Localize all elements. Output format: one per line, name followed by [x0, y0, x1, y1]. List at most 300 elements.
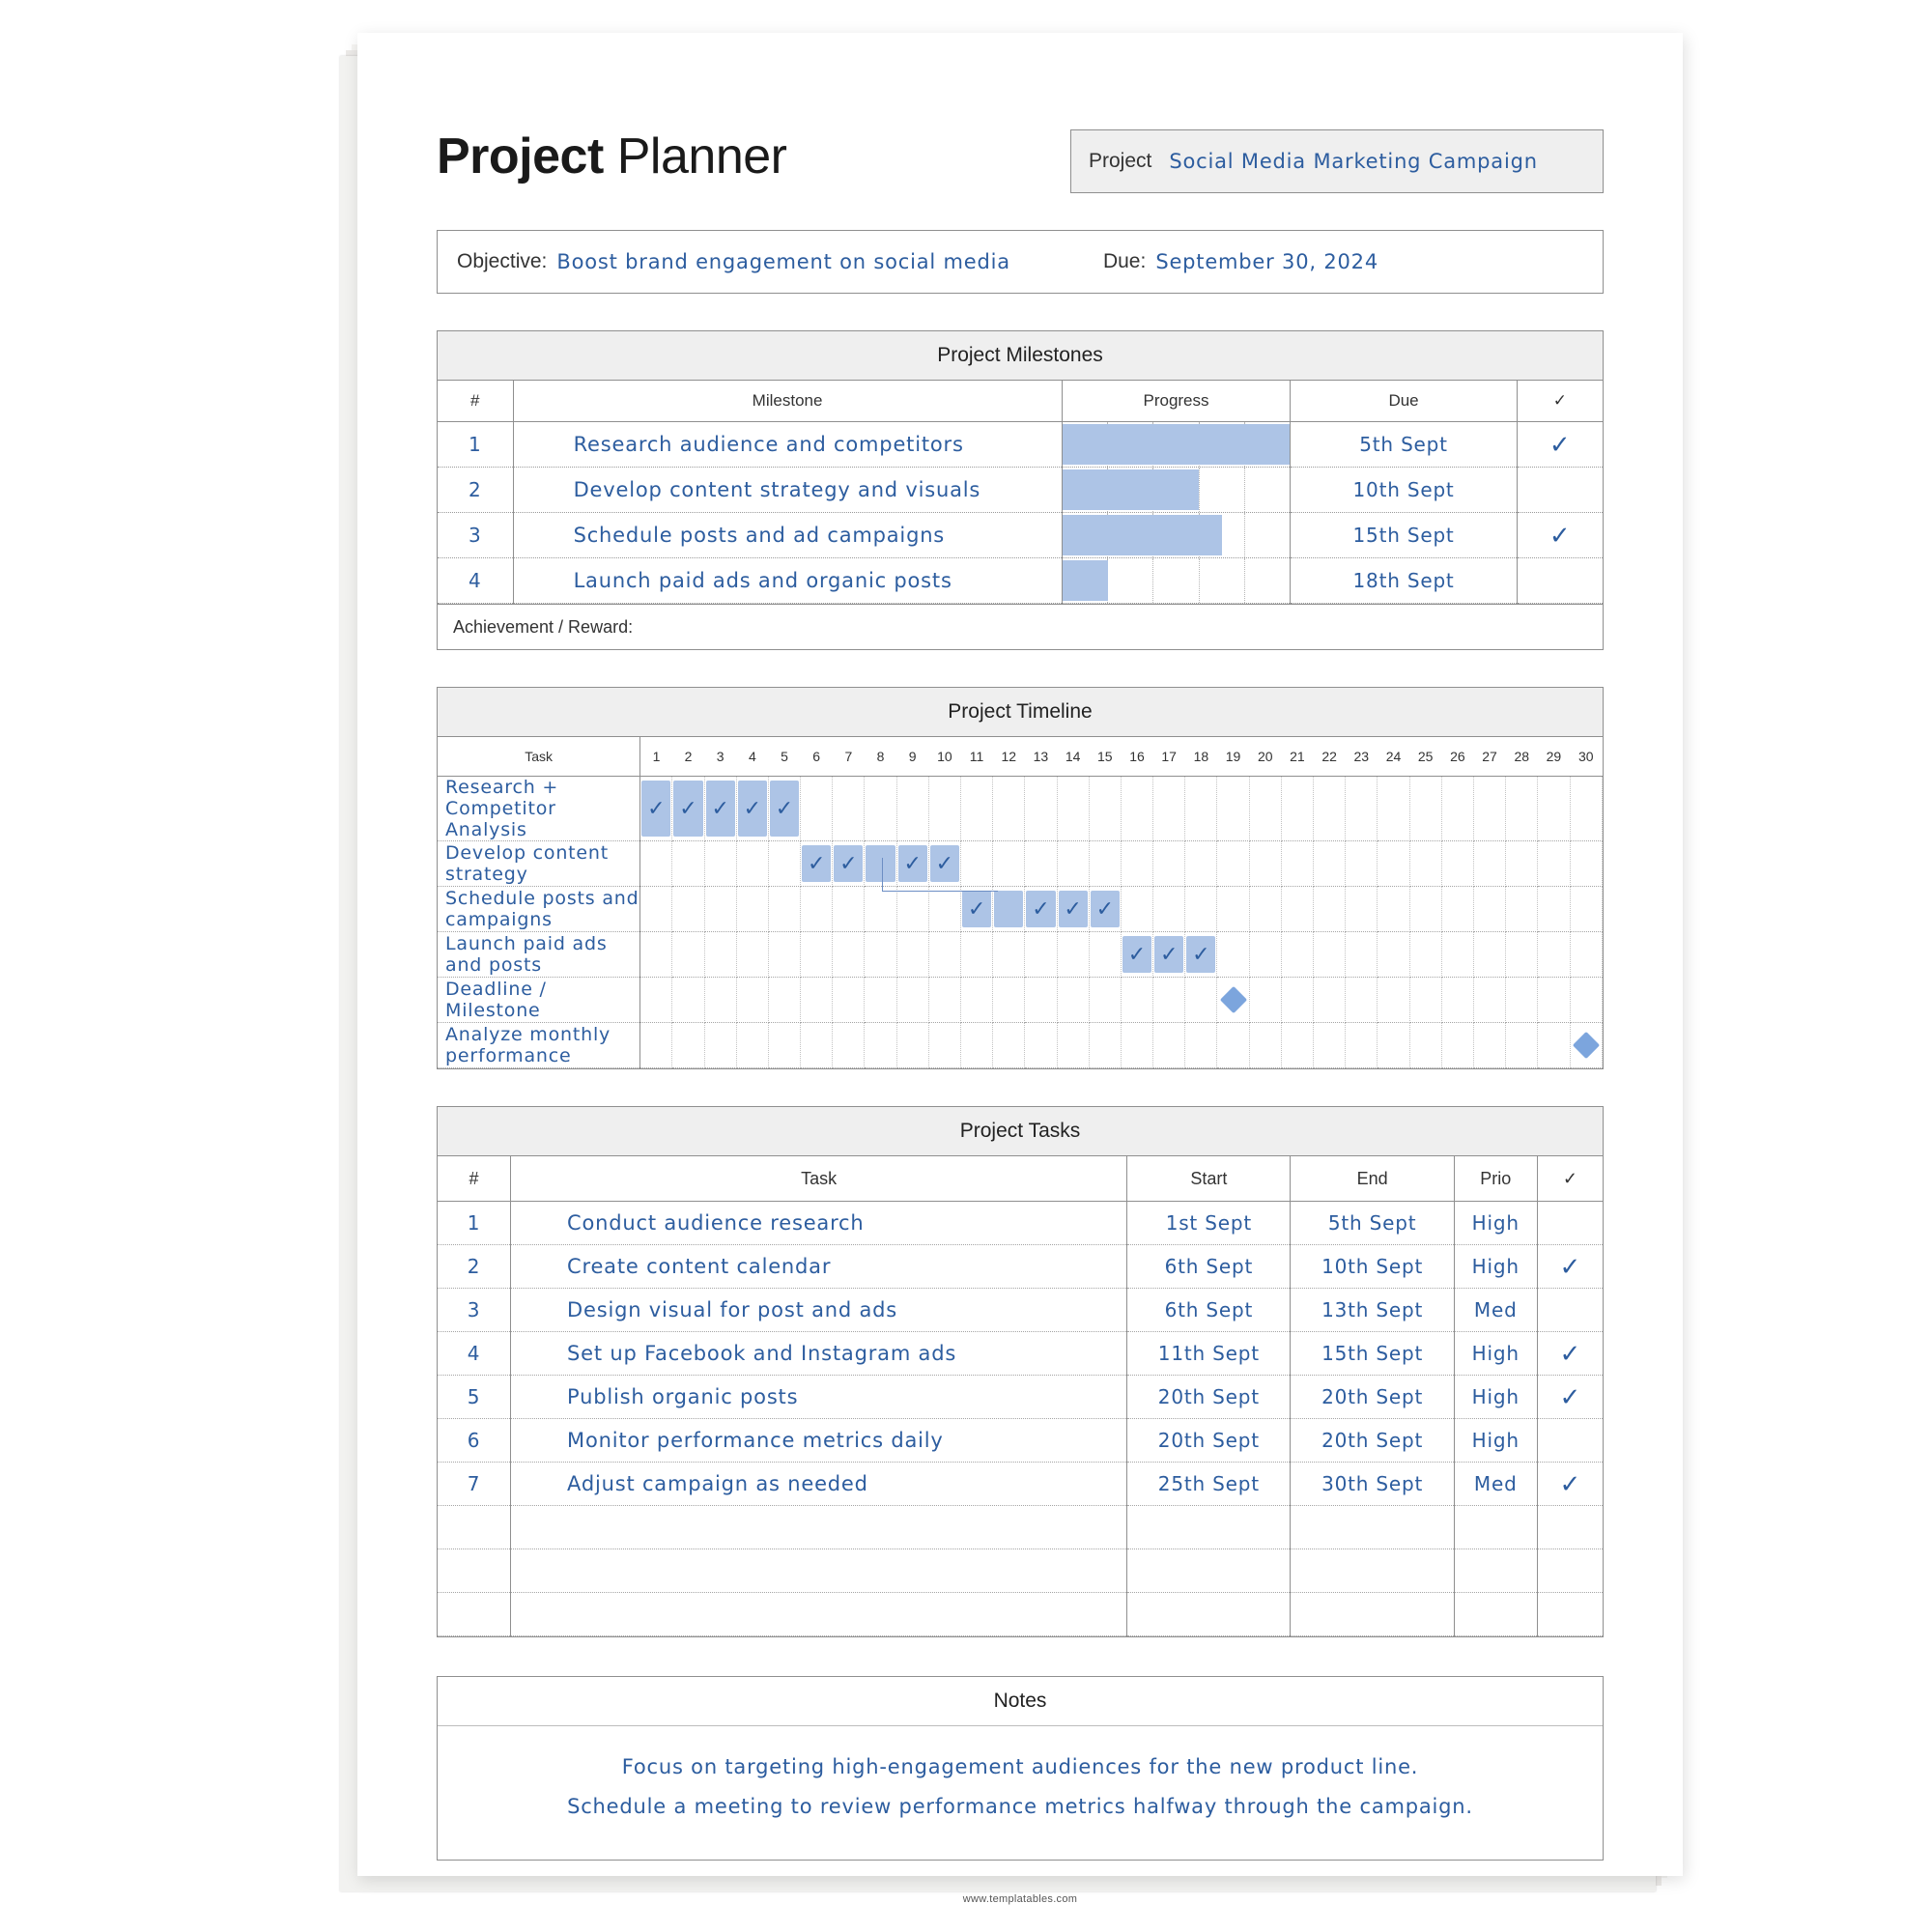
milestone-row[interactable]: [438, 422, 1603, 468]
task-row[interactable]: [438, 1332, 1603, 1376]
task-row[interactable]: [438, 1245, 1603, 1289]
milestone-progress-bar[interactable]: [1062, 422, 1291, 468]
timeline-cell[interactable]: [1346, 841, 1378, 887]
timeline-cell[interactable]: [1538, 841, 1570, 887]
timeline-cell[interactable]: [1185, 1023, 1217, 1068]
timeline-day-header: 29: [1538, 737, 1570, 777]
task-end: [1291, 1549, 1454, 1593]
timeline-cell[interactable]: [1441, 887, 1473, 932]
tasks-section: [437, 1106, 1604, 1637]
timeline-header-row: [438, 737, 1603, 777]
timeline-cell[interactable]: [672, 978, 704, 1023]
timeline-cell[interactable]: [1217, 978, 1249, 1023]
task-name: Create content calendar: [511, 1245, 1127, 1289]
milestone-due: 18th Sept: [1291, 558, 1517, 604]
timeline-cell[interactable]: [801, 932, 833, 978]
timeline-cell[interactable]: [1249, 932, 1281, 978]
task-row[interactable]: [438, 1549, 1603, 1593]
task-check[interactable]: [1537, 1506, 1603, 1549]
task-check[interactable]: [1537, 1289, 1603, 1332]
timeline-row[interactable]: [438, 887, 1603, 932]
task-priority: High: [1454, 1202, 1537, 1245]
timeline-cell[interactable]: [1314, 887, 1346, 932]
task-row[interactable]: [438, 1506, 1603, 1549]
timeline-row[interactable]: [438, 841, 1603, 887]
page-title-bold: Project: [437, 128, 604, 185]
page-title: [437, 128, 787, 185]
timeline-check-icon: ✓: [647, 796, 666, 820]
timeline-cell[interactable]: [865, 932, 896, 978]
timeline-cell[interactable]: [736, 932, 768, 978]
task-row[interactable]: [438, 1419, 1603, 1463]
timeline-day-header: 3: [704, 737, 736, 777]
timeline-cell[interactable]: [1153, 841, 1185, 887]
task-end: 10th Sept: [1291, 1245, 1454, 1289]
timeline-table: [438, 737, 1603, 1068]
milestone-check[interactable]: [1517, 558, 1603, 604]
timeline-cell[interactable]: [704, 777, 736, 841]
milestone-check[interactable]: [1517, 468, 1603, 513]
timeline-check-icon: ✓: [743, 796, 762, 820]
timeline-cell[interactable]: [1057, 841, 1089, 887]
timeline-cell[interactable]: [865, 777, 896, 841]
timeline-cell[interactable]: [1346, 932, 1378, 978]
milestones-section: [437, 330, 1604, 650]
objective-label: Objective:: [457, 250, 548, 272]
timeline-cell[interactable]: [736, 1023, 768, 1068]
timeline-cell[interactable]: [896, 1023, 928, 1068]
timeline-cell[interactable]: [1281, 841, 1313, 887]
milestone-number: 4: [438, 558, 513, 604]
timeline-day-header: 25: [1409, 737, 1441, 777]
timeline-cell[interactable]: [1121, 887, 1152, 932]
timeline-cell[interactable]: [1378, 978, 1409, 1023]
timeline-cell[interactable]: [801, 841, 833, 887]
timeline-cell[interactable]: [1314, 932, 1346, 978]
task-end: 30th Sept: [1291, 1463, 1454, 1506]
timeline-cell[interactable]: [801, 978, 833, 1023]
timeline-cell[interactable]: [1506, 932, 1538, 978]
timeline-cell[interactable]: [1346, 1023, 1378, 1068]
timeline-cell[interactable]: [640, 978, 672, 1023]
timeline-cell[interactable]: [640, 932, 672, 978]
timeline-cell[interactable]: [1217, 777, 1249, 841]
timeline-cell[interactable]: [1185, 841, 1217, 887]
milestone-row[interactable]: [438, 558, 1603, 604]
timeline-cell[interactable]: [1409, 932, 1441, 978]
timeline-cell[interactable]: [704, 932, 736, 978]
timeline-cell[interactable]: [1089, 978, 1121, 1023]
milestone-check[interactable]: ✓: [1517, 422, 1603, 468]
project-value: Social Media Marketing Campaign: [1169, 150, 1538, 173]
timeline-cell[interactable]: [1281, 1023, 1313, 1068]
timeline-milestone-diamond-icon: [1219, 986, 1246, 1013]
timeline-cell[interactable]: [640, 841, 672, 887]
task-check[interactable]: ✓: [1537, 1332, 1603, 1376]
timeline-cell[interactable]: [768, 887, 800, 932]
objective-value: Boost brand engagement on social media: [556, 250, 1010, 273]
milestone-number: 1: [438, 422, 513, 468]
timeline-cell[interactable]: [1153, 932, 1185, 978]
timeline-cell[interactable]: [833, 887, 865, 932]
timeline-cell[interactable]: [1346, 777, 1378, 841]
timeline-cell[interactable]: [1185, 978, 1217, 1023]
timeline-cell[interactable]: [1153, 887, 1185, 932]
timeline-cell[interactable]: [1314, 978, 1346, 1023]
milestones-col-header: Milestone: [513, 381, 1062, 422]
timeline-cell[interactable]: [1441, 777, 1473, 841]
milestones-col-header: ✓: [1517, 381, 1603, 422]
timeline-cell[interactable]: [1570, 841, 1602, 887]
task-check[interactable]: [1537, 1202, 1603, 1245]
timeline-cell[interactable]: [1570, 978, 1602, 1023]
timeline-cell[interactable]: [1185, 887, 1217, 932]
timeline-cell[interactable]: [1249, 1023, 1281, 1068]
notes-line: Focus on targeting high-engagement audiences for the new product line.: [621, 1755, 1419, 1778]
timeline-cell[interactable]: [1314, 777, 1346, 841]
timeline-cell[interactable]: [1281, 932, 1313, 978]
timeline-cell[interactable]: [1025, 887, 1057, 932]
timeline-cell[interactable]: [1089, 887, 1121, 932]
task-start: 25th Sept: [1127, 1463, 1291, 1506]
timeline-cell[interactable]: [1025, 1023, 1057, 1068]
milestone-row[interactable]: [438, 468, 1603, 513]
timeline-cell[interactable]: [1409, 887, 1441, 932]
timeline-cell[interactable]: [1121, 1023, 1152, 1068]
timeline-cell[interactable]: [960, 777, 992, 841]
timeline-cell[interactable]: [1249, 841, 1281, 887]
timeline-day-header: 7: [833, 737, 865, 777]
timeline-row[interactable]: [438, 1023, 1603, 1068]
timeline-cell[interactable]: [896, 777, 928, 841]
timeline-cell[interactable]: [704, 841, 736, 887]
timeline-cell[interactable]: [768, 841, 800, 887]
timeline-row[interactable]: [438, 777, 1603, 841]
timeline-cell[interactable]: [1121, 978, 1152, 1023]
timeline-cell[interactable]: [1121, 841, 1152, 887]
timeline-cell[interactable]: [672, 932, 704, 978]
timeline-cell[interactable]: [1089, 932, 1121, 978]
task-name: [511, 1549, 1127, 1593]
timeline-cell[interactable]: [1249, 887, 1281, 932]
timeline-cell[interactable]: [1506, 887, 1538, 932]
project-name-field[interactable]: [1070, 129, 1604, 193]
timeline-cell[interactable]: [704, 887, 736, 932]
task-check[interactable]: ✓: [1537, 1376, 1603, 1419]
timeline-cell[interactable]: [833, 978, 865, 1023]
timeline-cell[interactable]: [1217, 887, 1249, 932]
timeline-cell[interactable]: [865, 978, 896, 1023]
timeline-cell[interactable]: [736, 887, 768, 932]
due-value: September 30, 2024: [1155, 250, 1378, 273]
timeline-cell[interactable]: [1153, 777, 1185, 841]
timeline-cell[interactable]: [928, 887, 960, 932]
timeline-cell[interactable]: [1057, 1023, 1089, 1068]
timeline-cell[interactable]: [1441, 841, 1473, 887]
timeline-cell[interactable]: [1538, 932, 1570, 978]
timeline-cell[interactable]: [801, 887, 833, 932]
timeline-cell[interactable]: [1057, 777, 1089, 841]
timeline-cell[interactable]: [768, 978, 800, 1023]
timeline-cell[interactable]: [1089, 1023, 1121, 1068]
timeline-cell[interactable]: [1378, 932, 1409, 978]
timeline-cell[interactable]: [672, 1023, 704, 1068]
timeline-cell[interactable]: [1217, 932, 1249, 978]
timeline-cell[interactable]: [1281, 777, 1313, 841]
timeline-cell[interactable]: [833, 777, 865, 841]
project-label: Project: [1089, 150, 1152, 172]
timeline-cell[interactable]: [640, 1023, 672, 1068]
timeline-cell[interactable]: [960, 978, 992, 1023]
timeline-cell[interactable]: [1570, 1023, 1602, 1068]
milestone-progress-bar[interactable]: [1062, 468, 1291, 513]
timeline-cell[interactable]: [896, 932, 928, 978]
timeline-cell[interactable]: [1249, 777, 1281, 841]
timeline-cell[interactable]: [993, 777, 1025, 841]
timeline-cell[interactable]: [1506, 777, 1538, 841]
timeline-cell[interactable]: [928, 1023, 960, 1068]
timeline-cell[interactable]: [1570, 932, 1602, 978]
task-row[interactable]: [438, 1463, 1603, 1506]
timeline-cell[interactable]: [1217, 1023, 1249, 1068]
task-row[interactable]: [438, 1289, 1603, 1332]
timeline-cell[interactable]: [865, 1023, 896, 1068]
task-end: 13th Sept: [1291, 1289, 1454, 1332]
task-start: 6th Sept: [1127, 1245, 1291, 1289]
timeline-cell[interactable]: [1281, 978, 1313, 1023]
task-end: [1291, 1506, 1454, 1549]
timeline-cell[interactable]: [1506, 1023, 1538, 1068]
milestone-number: 3: [438, 513, 513, 558]
timeline-cell[interactable]: [1409, 777, 1441, 841]
task-number: [438, 1593, 511, 1636]
timeline-cell[interactable]: [1346, 978, 1378, 1023]
timeline-cell[interactable]: [1506, 841, 1538, 887]
task-number: 6: [438, 1419, 511, 1463]
task-name: Adjust campaign as needed: [511, 1463, 1127, 1506]
timeline-cell[interactable]: [1314, 841, 1346, 887]
timeline-cell[interactable]: [1057, 932, 1089, 978]
timeline-check-icon: ✓: [1064, 896, 1082, 921]
task-check[interactable]: [1537, 1549, 1603, 1593]
page-title-light: Planner: [616, 128, 787, 185]
timeline-row-label: Schedule posts and campaigns: [438, 887, 640, 932]
milestone-name: Develop content strategy and visuals: [513, 468, 1062, 513]
milestone-number: 2: [438, 468, 513, 513]
task-check[interactable]: [1537, 1593, 1603, 1636]
timeline-cell[interactable]: [801, 777, 833, 841]
timeline-cell[interactable]: [801, 1023, 833, 1068]
timeline-cell[interactable]: [1506, 978, 1538, 1023]
timeline-cell[interactable]: [1025, 932, 1057, 978]
timeline-cell[interactable]: [1473, 887, 1505, 932]
timeline-cell[interactable]: [1570, 887, 1602, 932]
task-row[interactable]: [438, 1202, 1603, 1245]
timeline-cell[interactable]: [993, 1023, 1025, 1068]
timeline-cell[interactable]: [704, 1023, 736, 1068]
timeline-check-icon: ✓: [1159, 942, 1179, 966]
timeline-check-icon: ✓: [903, 851, 922, 875]
timeline-cell[interactable]: [865, 887, 896, 932]
objective-bar[interactable]: [437, 230, 1604, 294]
milestone-due: 5th Sept: [1291, 422, 1517, 468]
task-start: [1127, 1549, 1291, 1593]
timeline-cell[interactable]: [1441, 932, 1473, 978]
timeline-cell[interactable]: [1153, 978, 1185, 1023]
milestones-table: [438, 381, 1603, 604]
timeline-day-header: 22: [1314, 737, 1346, 777]
task-check[interactable]: ✓: [1537, 1245, 1603, 1289]
timeline-cell[interactable]: [1409, 841, 1441, 887]
timeline-cell[interactable]: [1121, 777, 1152, 841]
timeline-cell[interactable]: [736, 841, 768, 887]
timeline-cell[interactable]: [1538, 1023, 1570, 1068]
timeline-cell[interactable]: [833, 841, 865, 887]
timeline-cell[interactable]: [1378, 1023, 1409, 1068]
tasks-header-row: [438, 1156, 1603, 1202]
timeline-cell[interactable]: [928, 932, 960, 978]
milestone-progress-bar[interactable]: [1062, 558, 1291, 604]
timeline-day-header: 13: [1025, 737, 1057, 777]
timeline-cell[interactable]: [1025, 777, 1057, 841]
timeline-cell[interactable]: [1025, 841, 1057, 887]
timeline-cell[interactable]: [993, 932, 1025, 978]
timeline-cell[interactable]: [960, 1023, 992, 1068]
task-row[interactable]: [438, 1376, 1603, 1419]
timeline-cell[interactable]: [672, 887, 704, 932]
task-priority: High: [1454, 1376, 1537, 1419]
timeline-cell[interactable]: [1409, 978, 1441, 1023]
timeline-cell[interactable]: [1409, 1023, 1441, 1068]
task-end: 15th Sept: [1291, 1332, 1454, 1376]
timeline-cell[interactable]: [896, 978, 928, 1023]
timeline-cell[interactable]: [704, 978, 736, 1023]
timeline-cell[interactable]: [1378, 887, 1409, 932]
timeline-cell[interactable]: [640, 887, 672, 932]
timeline-cell[interactable]: [1121, 932, 1152, 978]
task-number: 3: [438, 1289, 511, 1332]
timeline-cell[interactable]: [1473, 841, 1505, 887]
milestones-col-header: Due: [1291, 381, 1517, 422]
timeline-row[interactable]: [438, 978, 1603, 1023]
milestones-header-row: [438, 381, 1603, 422]
timeline-check-icon: ✓: [1032, 896, 1050, 921]
timeline-cell[interactable]: [1473, 932, 1505, 978]
task-number: 2: [438, 1245, 511, 1289]
timeline-cell[interactable]: [736, 978, 768, 1023]
timeline-cell[interactable]: [768, 1023, 800, 1068]
timeline-cell[interactable]: [1538, 978, 1570, 1023]
task-name: Design visual for post and ads: [511, 1289, 1127, 1332]
task-name: Publish organic posts: [511, 1376, 1127, 1419]
timeline-cell[interactable]: [1089, 777, 1121, 841]
notes-section[interactable]: [437, 1676, 1604, 1861]
timeline-cell[interactable]: [960, 887, 992, 932]
timeline-cell[interactable]: [1346, 887, 1378, 932]
task-check[interactable]: ✓: [1537, 1463, 1603, 1506]
timeline-cell[interactable]: [640, 777, 672, 841]
achievement-row: Achievement / Reward:: [438, 604, 1603, 649]
timeline-check-icon: ✓: [807, 851, 826, 875]
timeline-cell[interactable]: [993, 978, 1025, 1023]
timeline-cell[interactable]: [1057, 887, 1089, 932]
timeline-cell[interactable]: [1473, 978, 1505, 1023]
timeline-cell[interactable]: [896, 887, 928, 932]
timeline-day-header: 2: [672, 737, 704, 777]
timeline-day-header: 12: [993, 737, 1025, 777]
tasks-col-header: ✓: [1537, 1156, 1603, 1202]
milestone-due: 15th Sept: [1291, 513, 1517, 558]
timeline-cell[interactable]: [1217, 841, 1249, 887]
task-start: 1st Sept: [1127, 1202, 1291, 1245]
timeline-cell[interactable]: [1281, 887, 1313, 932]
task-number: 7: [438, 1463, 511, 1506]
timeline-day-header: 8: [865, 737, 896, 777]
timeline-check-icon: ✓: [711, 796, 729, 820]
timeline-cell[interactable]: [833, 1023, 865, 1068]
timeline-check-icon: ✓: [1127, 942, 1147, 966]
timeline-cell[interactable]: [833, 932, 865, 978]
timeline-cell[interactable]: [1025, 978, 1057, 1023]
timeline-cell[interactable]: [1153, 1023, 1185, 1068]
timeline-cell[interactable]: [960, 932, 992, 978]
timeline-cell[interactable]: [928, 777, 960, 841]
timeline-cell[interactable]: [672, 841, 704, 887]
timeline-cell[interactable]: [736, 777, 768, 841]
task-end: 20th Sept: [1291, 1376, 1454, 1419]
task-priority: Med: [1454, 1463, 1537, 1506]
milestone-progress-bar[interactable]: [1062, 513, 1291, 558]
timeline-cell[interactable]: [1314, 1023, 1346, 1068]
milestone-row[interactable]: [438, 513, 1603, 558]
timeline-cell[interactable]: [1185, 932, 1217, 978]
timeline-day-header: 15: [1089, 737, 1121, 777]
timeline-cell[interactable]: [1378, 777, 1409, 841]
timeline-cell[interactable]: [1089, 841, 1121, 887]
task-check[interactable]: [1537, 1419, 1603, 1463]
timeline-cell[interactable]: [672, 777, 704, 841]
timeline-cell[interactable]: [768, 932, 800, 978]
timeline-cell[interactable]: [1538, 887, 1570, 932]
timeline-row[interactable]: [438, 932, 1603, 978]
task-priority: [1454, 1549, 1537, 1593]
timeline-cell[interactable]: [1473, 777, 1505, 841]
timeline-cell[interactable]: [1057, 978, 1089, 1023]
timeline-task-header: Task: [438, 737, 640, 777]
tasks-title: Project Tasks: [438, 1107, 1603, 1156]
timeline-row-label: Research + Competitor Analysis: [438, 777, 640, 841]
timeline-row-label: Develop content strategy: [438, 841, 640, 887]
tasks-col-header: End: [1291, 1156, 1454, 1202]
milestone-check[interactable]: ✓: [1517, 513, 1603, 558]
timeline-cell[interactable]: [1249, 978, 1281, 1023]
timeline-cell[interactable]: [1441, 978, 1473, 1023]
due-label: Due:: [1102, 250, 1147, 272]
task-name: Conduct audience research: [511, 1202, 1127, 1245]
timeline-cell[interactable]: [1473, 1023, 1505, 1068]
timeline-row-label: Analyze monthly performance: [438, 1023, 640, 1068]
task-number: [438, 1549, 511, 1593]
timeline-cell[interactable]: [1441, 1023, 1473, 1068]
timeline-cell[interactable]: [928, 978, 960, 1023]
timeline-cell[interactable]: [993, 887, 1025, 932]
timeline-cell[interactable]: [1570, 777, 1602, 841]
timeline-cell[interactable]: [1378, 841, 1409, 887]
timeline-cell[interactable]: [768, 777, 800, 841]
task-row[interactable]: [438, 1593, 1603, 1636]
timeline-cell[interactable]: [1538, 777, 1570, 841]
timeline-cell[interactable]: [1185, 777, 1217, 841]
